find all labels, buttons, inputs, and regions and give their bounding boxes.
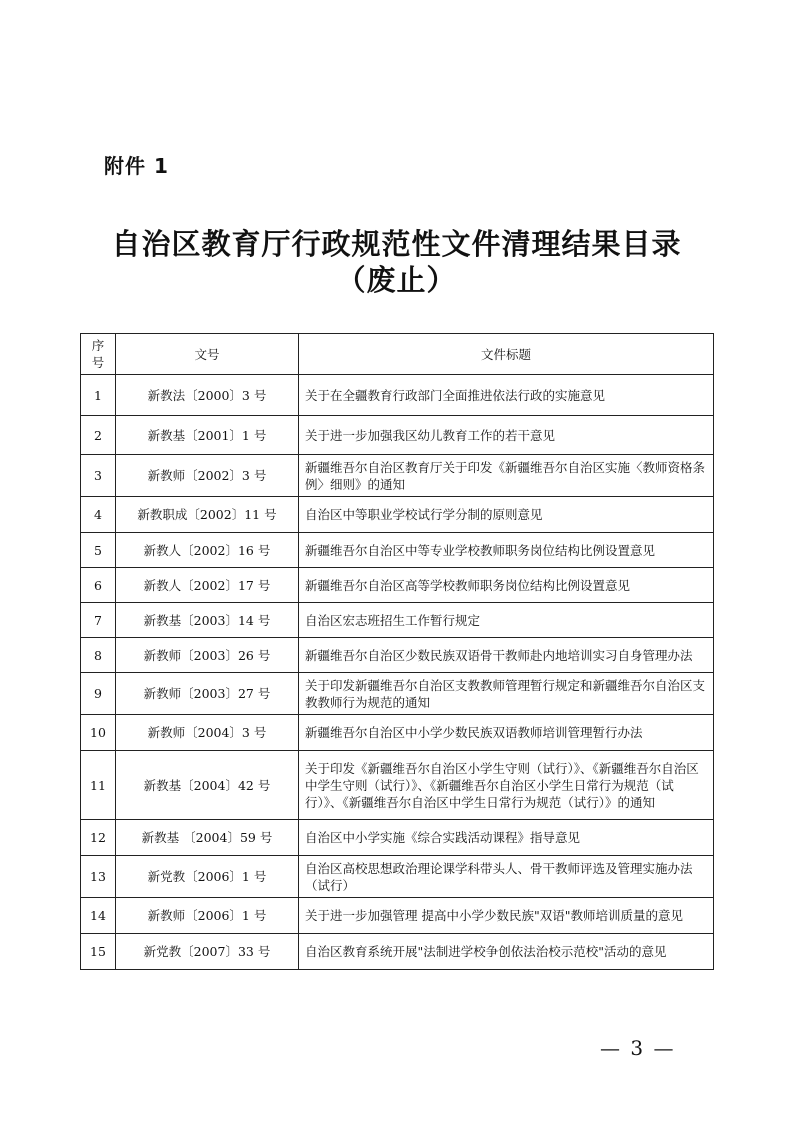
table-row bbox=[81, 497, 714, 533]
header-index: 序号 bbox=[81, 334, 116, 375]
row-doc-no: 新教师〔2003〕26 号 bbox=[116, 638, 299, 673]
table-row bbox=[81, 898, 714, 934]
row-doc-title: 关于印发《新疆维吾尔自治区小学生守则（试行）》、《新疆维吾尔自治区中学生守则（试行）》、《新疆维吾尔自治区小学生日常行为规范（试行）》、《新疆维吾尔自治区中学生日常行为规范（试行）》的通知 bbox=[299, 751, 714, 820]
row-index: 11 bbox=[81, 751, 116, 820]
table-row bbox=[81, 603, 714, 638]
row-doc-title: 关于进一步加强管理 提高中小学少数民族"双语"教师培训质量的意见 bbox=[299, 898, 714, 934]
row-index: 2 bbox=[81, 416, 116, 455]
row-doc-no: 新教基〔2001〕1 号 bbox=[116, 416, 299, 455]
row-doc-title: 自治区高校思想政治理论课学科带头人、骨干教师评选及管理实施办法（试行） bbox=[299, 856, 714, 898]
row-doc-no: 新教基 〔2004〕59 号 bbox=[116, 820, 299, 856]
row-doc-no: 新教师〔2004〕3 号 bbox=[116, 715, 299, 751]
row-index: 12 bbox=[81, 820, 116, 856]
table-row bbox=[81, 638, 714, 673]
row-index: 3 bbox=[81, 455, 116, 497]
table-row bbox=[81, 856, 714, 898]
abolished-documents-table bbox=[80, 333, 714, 970]
row-doc-no: 新教师〔2006〕1 号 bbox=[116, 898, 299, 934]
table-row bbox=[81, 820, 714, 856]
row-index: 8 bbox=[81, 638, 116, 673]
row-doc-title: 关于在全疆教育行政部门全面推进依法行政的实施意见 bbox=[299, 375, 714, 416]
row-doc-no: 新教基〔2003〕14 号 bbox=[116, 603, 299, 638]
row-doc-title: 新疆维吾尔自治区少数民族双语骨干教师赴内地培训实习自身管理办法 bbox=[299, 638, 714, 673]
table-row bbox=[81, 568, 714, 603]
table-row bbox=[81, 416, 714, 455]
row-doc-no: 新教人〔2002〕17 号 bbox=[116, 568, 299, 603]
header-doc-title: 文件标题 bbox=[299, 334, 714, 375]
attachment-label: 附件 1 bbox=[104, 154, 169, 178]
row-index: 14 bbox=[81, 898, 116, 934]
row-index: 6 bbox=[81, 568, 116, 603]
row-index: 7 bbox=[81, 603, 116, 638]
row-index: 15 bbox=[81, 934, 116, 970]
table-row bbox=[81, 934, 714, 970]
table-row bbox=[81, 715, 714, 751]
row-doc-title: 新疆维吾尔自治区教育厅关于印发《新疆维吾尔自治区实施〈教师资格条例〉细则》的通知 bbox=[299, 455, 714, 497]
row-doc-no: 新教师〔2002〕3 号 bbox=[116, 455, 299, 497]
table-header-row bbox=[81, 334, 714, 375]
table-row bbox=[81, 751, 714, 820]
header-doc-no: 文号 bbox=[116, 334, 299, 375]
table-row bbox=[81, 533, 714, 568]
row-index: 5 bbox=[81, 533, 116, 568]
row-doc-title: 新疆维吾尔自治区高等学校教师职务岗位结构比例设置意见 bbox=[299, 568, 714, 603]
row-doc-title: 自治区中等职业学校试行学分制的原则意见 bbox=[299, 497, 714, 533]
row-doc-title: 关于印发新疆维吾尔自治区支教教师管理暂行规定和新疆维吾尔自治区支教教师行为规范的通知 bbox=[299, 673, 714, 715]
document-title: 自治区教育厅行政规范性文件清理结果目录 bbox=[111, 227, 682, 261]
row-doc-title: 自治区宏志班招生工作暂行规定 bbox=[299, 603, 714, 638]
row-doc-no: 新教师〔2003〕27 号 bbox=[116, 673, 299, 715]
row-doc-no: 新党教〔2006〕1 号 bbox=[116, 856, 299, 898]
row-doc-no: 新教人〔2002〕16 号 bbox=[116, 533, 299, 568]
row-doc-no: 新教法〔2000〕3 号 bbox=[116, 375, 299, 416]
row-doc-no: 新教职成〔2002〕11 号 bbox=[116, 497, 299, 533]
row-doc-title: 新疆维吾尔自治区中等专业学校教师职务岗位结构比例设置意见 bbox=[299, 533, 714, 568]
row-index: 10 bbox=[81, 715, 116, 751]
row-doc-title: 关于进一步加强我区幼儿教育工作的若干意见 bbox=[299, 416, 714, 455]
table-row bbox=[81, 455, 714, 497]
row-doc-title: 新疆维吾尔自治区中小学少数民族双语教师培训管理暂行办法 bbox=[299, 715, 714, 751]
row-index: 13 bbox=[81, 856, 116, 898]
document-subtitle: （废止） bbox=[336, 263, 457, 297]
row-index: 4 bbox=[81, 497, 116, 533]
row-doc-no: 新党教〔2007〕33 号 bbox=[116, 934, 299, 970]
page-number: — 3 — bbox=[600, 1036, 676, 1060]
row-index: 1 bbox=[81, 375, 116, 416]
row-doc-no: 新教基〔2004〕42 号 bbox=[116, 751, 299, 820]
table-row bbox=[81, 673, 714, 715]
row-index: 9 bbox=[81, 673, 116, 715]
table-row bbox=[81, 375, 714, 416]
row-doc-title: 自治区教育系统开展"法制进学校争创依法治校示范校"活动的意见 bbox=[299, 934, 714, 970]
row-doc-title: 自治区中小学实施《综合实践活动课程》指导意见 bbox=[299, 820, 714, 856]
